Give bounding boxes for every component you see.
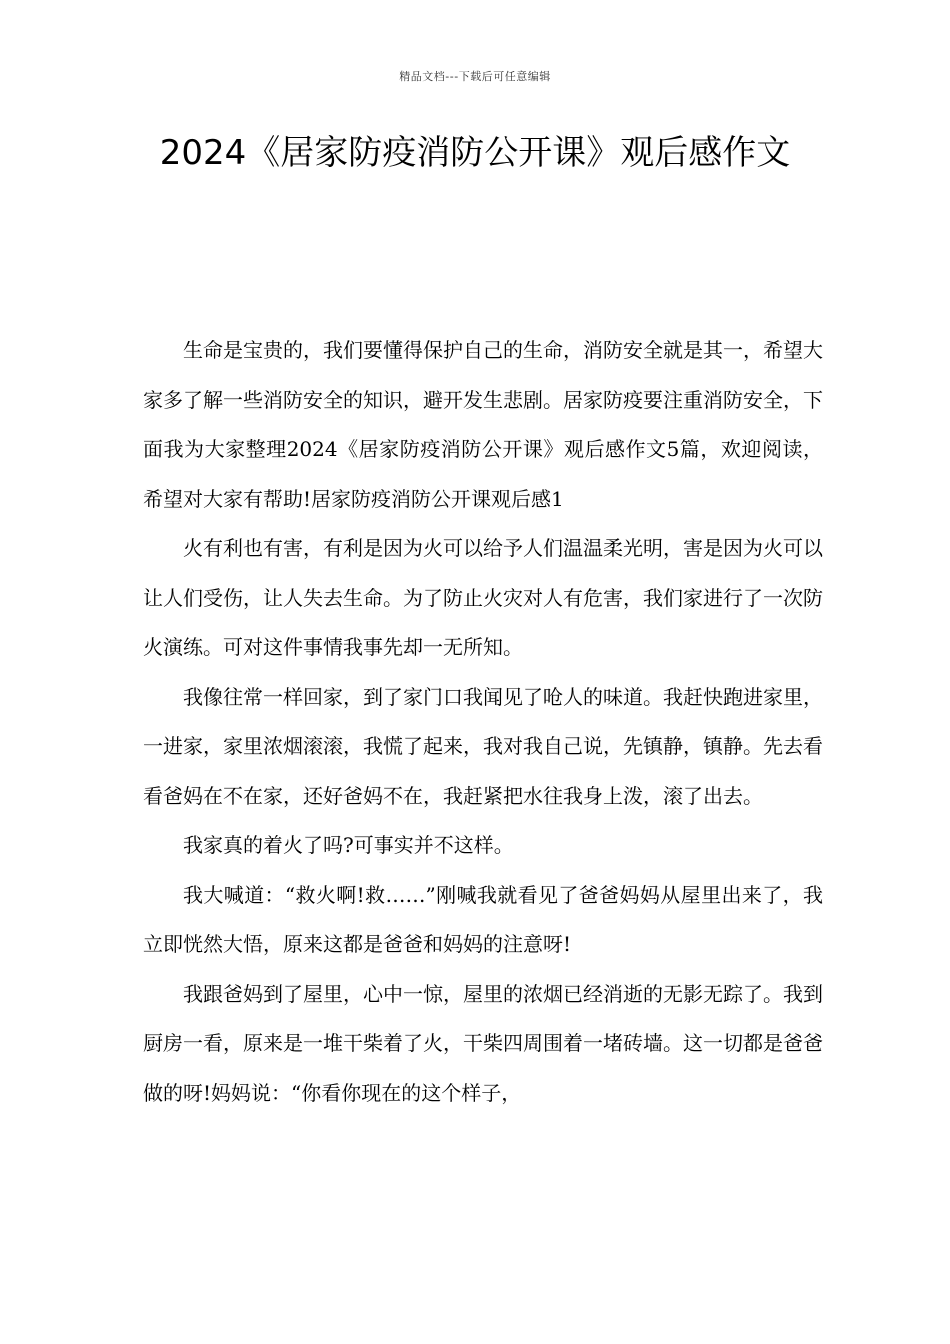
paragraph: 火有利也有害，有利是因为火可以给予人们温温柔光明，害是因为火可以让人们受伤，让人失去生命。为了防止火灾对人有危害，我们家进行了一次防火演练。可对这件事情我事先却一无所知。 <box>143 536 823 659</box>
paragraph: 我大喊道：“救火啊!救……”刚喊我就看见了爸爸妈妈从屋里出来了，我立即恍然大悟，原来这都是爸爸和妈妈的注意呀! <box>143 882 823 956</box>
paragraph: 我跟爸妈到了屋里，心中一惊，屋里的浓烟已经消逝的无影无踪了。我到厨房一看，原来是一堆干柴着了火，干柴四周围着一堵砖墙。这一切都是爸爸做的呀!妈妈说：“你看你现在的这个样子， <box>143 981 823 1105</box>
paragraph: 我像往常一样回家，到了家门口我闻见了呛人的味道。我赶快跑进家里，一进家，家里浓烟滚滚，我慌了起来，我对我自己说，先镇静，镇静。先去看看爸妈在不在家，还好爸妈不在，我赶紧把水往我身上泼，滚了出去。 <box>143 684 823 808</box>
header-note: 精品文档---下载后可任意编辑 <box>399 70 551 83</box>
document-title: 2024《居家防疫消防公开课》观后感作文 <box>159 133 791 173</box>
paragraph: 生命是宝贵的，我们要懂得保护自己的生命，消防安全就是其一，希望大家多了解一些消防安全的知识，避开发生悲剧。居家防疫要注重消防安全，下面我为大家整理2024《居家防疫消防公开课》观后感作文5篇，欢迎阅读，希望对大家有帮助!居家防疫消防公开课观后感1 <box>143 338 823 511</box>
document-body <box>143 326 823 1118</box>
paragraph: 我家真的着火了吗?可事实并不这样。 <box>183 833 514 857</box>
